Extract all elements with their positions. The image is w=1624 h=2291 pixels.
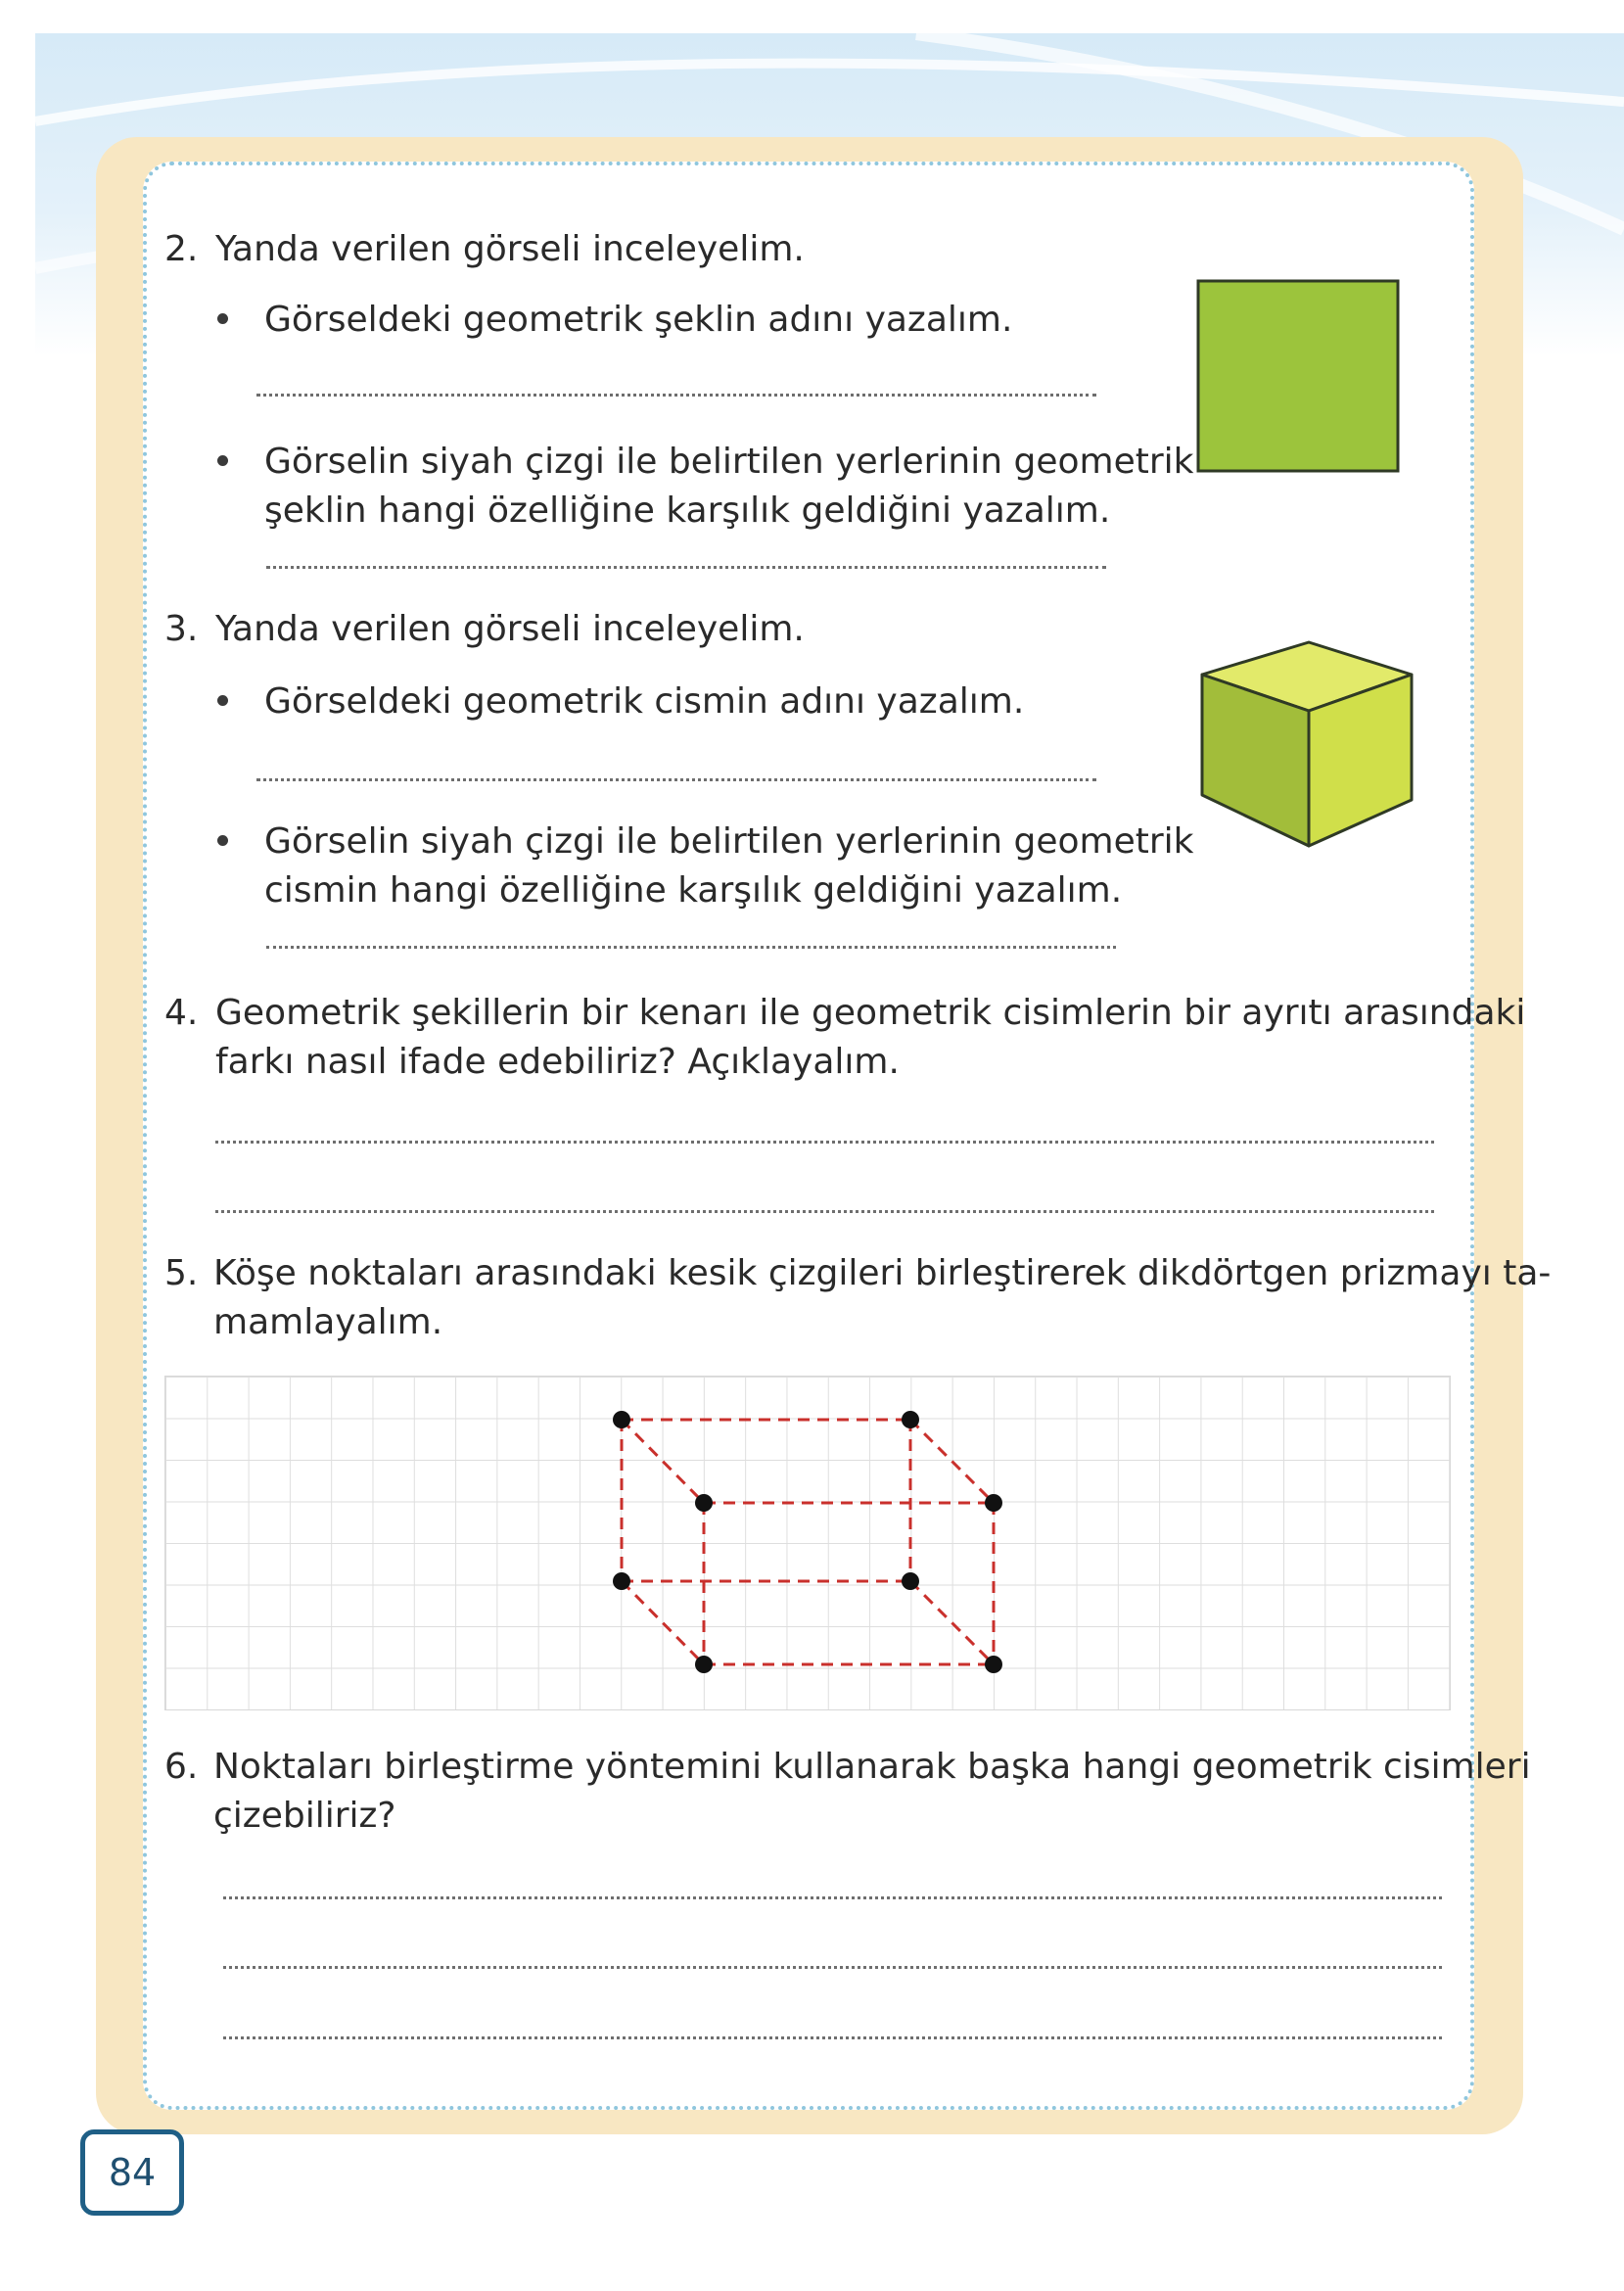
vertex-point <box>985 1656 1002 1673</box>
q2-prompt: Yanda verilen görseli inceleyelim. <box>215 229 805 269</box>
q2-number: 2. <box>164 229 199 269</box>
page-number: 84 <box>80 2129 184 2216</box>
q6-answer-line-2[interactable] <box>223 1966 1442 1969</box>
q3-answer-line-2[interactable] <box>266 946 1116 949</box>
prism-drawing[interactable] <box>164 1376 1451 1710</box>
vertex-point <box>695 1494 713 1512</box>
bullet-dot <box>217 455 228 466</box>
green-cube-image <box>1196 638 1416 849</box>
q2-bullet1: Görseldeki geometrik şeklin adını yazalım. <box>264 300 1013 340</box>
q3-prompt: Yanda verilen görseli inceleyelim. <box>215 609 805 649</box>
q5-line1: Köşe noktaları arasındaki kesik çizgileri birleştirerek dikdörtgen prizmayı ta- <box>213 1253 1552 1293</box>
vertex-point <box>695 1656 713 1673</box>
vertex-point <box>613 1572 630 1590</box>
q6-number: 6. <box>164 1747 199 1787</box>
q3-number: 3. <box>164 609 199 649</box>
vertex-point <box>902 1411 919 1428</box>
vertex-point <box>902 1572 919 1590</box>
q6-line2: çizebiliriz? <box>213 1796 396 1836</box>
q6-line1: Noktaları birleştirme yöntemini kullanarak başka hangi geometrik cisimleri <box>213 1747 1531 1787</box>
q3-bullet2-line1: Görselin siyah çizgi ile belirtilen yerlerinin geometrik <box>264 821 1194 862</box>
q6-answer-line-3[interactable] <box>223 2036 1442 2039</box>
q5-line2: mamlayalım. <box>213 1302 443 1342</box>
green-square-image <box>1196 279 1400 473</box>
vertex-point <box>613 1411 630 1428</box>
q2-bullet2-line1: Görselin siyah çizgi ile belirtilen yerlerinin geometrik <box>264 442 1194 482</box>
q6-answer-line-1[interactable] <box>223 1896 1442 1899</box>
bullet-dot <box>217 835 228 846</box>
q4-number: 4. <box>164 993 199 1033</box>
q4-answer-line-1[interactable] <box>215 1141 1434 1144</box>
q4-line2: farkı nasıl ifade edebiliriz? Açıklayalım. <box>215 1042 900 1082</box>
q5-number: 5. <box>164 1253 199 1293</box>
q3-bullet1: Görseldeki geometrik cismin adını yazalım. <box>264 681 1025 722</box>
q4-line1: Geometrik şekillerin bir kenarı ile geometrik cisimlerin bir ayrıtı arasındaki <box>215 993 1526 1033</box>
bullet-dot <box>217 313 228 324</box>
q4-answer-line-2[interactable] <box>215 1210 1434 1213</box>
q2-bullet2-line2: şeklin hangi özelliğine karşılık geldiğini yazalım. <box>264 491 1111 531</box>
q2-answer-line-2[interactable] <box>266 566 1106 569</box>
q3-answer-line-1[interactable] <box>256 778 1096 781</box>
q2-answer-line-1[interactable] <box>256 394 1096 397</box>
bullet-dot <box>217 695 228 706</box>
q3-bullet2-line2: cismin hangi özelliğine karşılık geldiğini yazalım. <box>264 870 1123 911</box>
vertex-point <box>985 1494 1002 1512</box>
